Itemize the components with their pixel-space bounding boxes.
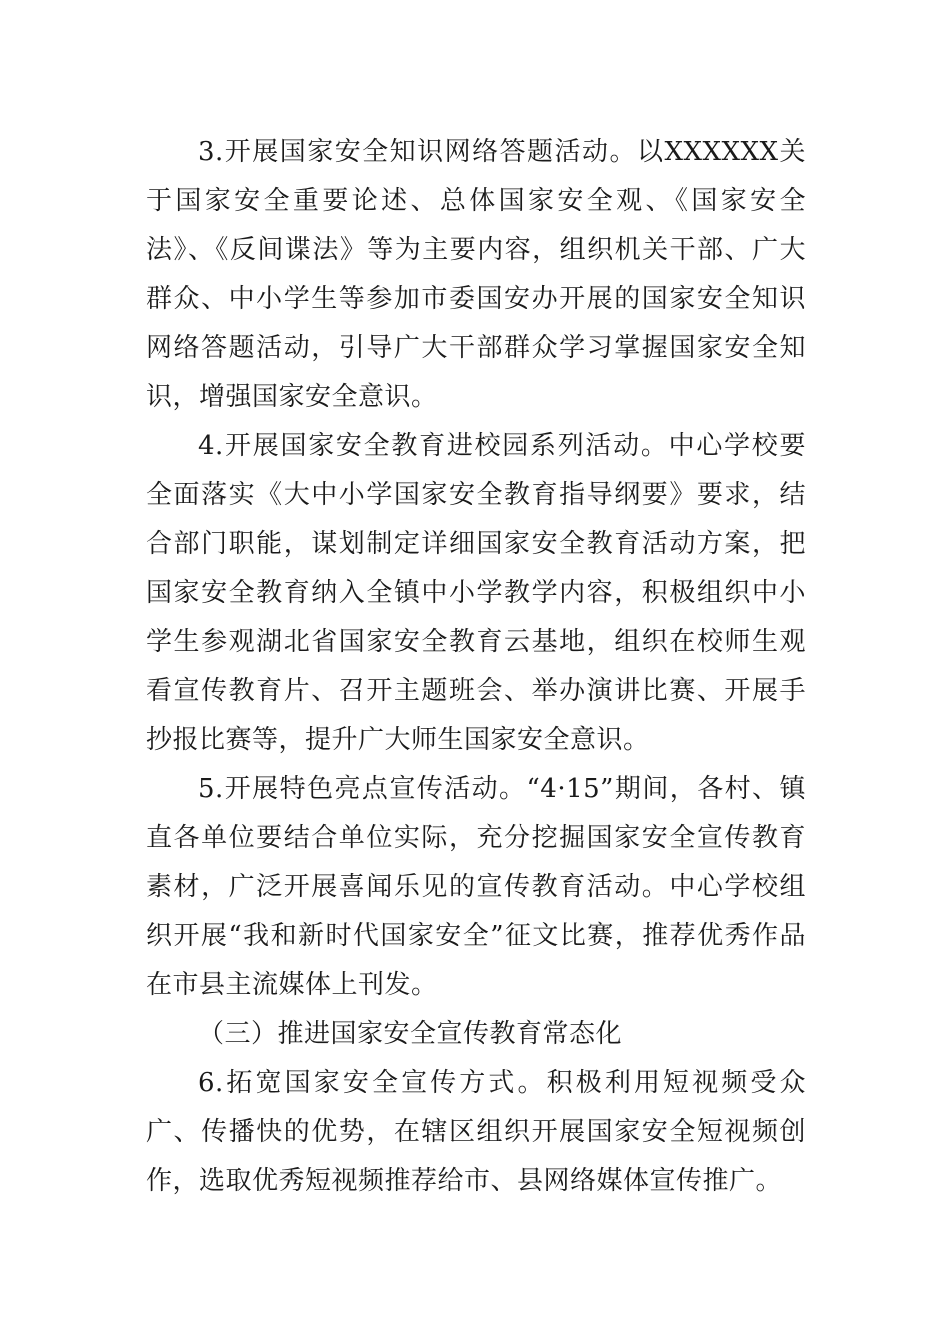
paragraph-item-4: 4.开展国家安全教育进校园系列活动。中心学校要全面落实《大中小学国家安全教育指导纲要》要求，结合部门职能，谋划制定详细国家安全教育活动方案，把国家安全教育纳入全镇中小学教学内容，积极组织中小学生参观湖北省国家安全教育云基地，组织在校师生观看宣传教育片、召开主题班会、举办演讲比赛、开展手抄报比赛等，提升广大师生国家安全意识。	[146, 431, 806, 755]
paragraph-item-3: 3.开展国家安全知识网络答题活动。以XXXXXX关于国家安全重要论述、总体国家安全观、《国家安全法》、《反间谍法》等为主要内容，组织机关干部、广大群众、中小学生等参加市委国安办开展的国家安全知识网络答题活动，引导广大干部群众学习掌握国家安全知识，增强国家安全意识。	[146, 137, 806, 412]
paragraph-item-5: 5.开展特色亮点宣传活动。“4·15”期间，各村、镇直各单位要结合单位实际，充分挖掘国家安全宣传教育素材，广泛开展喜闻乐见的宣传教育活动。中心学校组织开展“我和新时代国家安全”征文比赛，推荐优秀作品在市县主流媒体上刊发。	[146, 774, 806, 1000]
paragraph-item-6: 6.拓宽国家安全宣传方式。积极利用短视频受众广、传播快的优势，在辖区组织开展国家安全短视频创作，选取优秀短视频推荐给市、县网络媒体宣传推广。	[146, 1068, 806, 1196]
section-heading-3: （三）推进国家安全宣传教育常态化	[198, 1019, 623, 1049]
document-body	[146, 128, 806, 1206]
